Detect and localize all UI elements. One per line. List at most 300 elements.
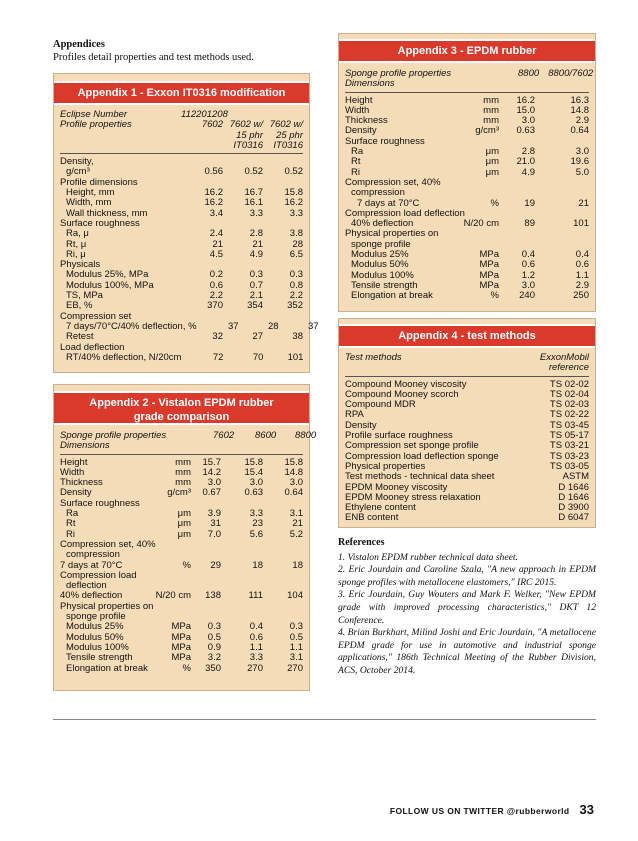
row-label: g/cm³ <box>66 166 90 178</box>
table-row <box>345 157 589 167</box>
row-label: 40% deflection <box>351 218 414 230</box>
row-value: 21 <box>212 238 223 250</box>
appendix-2-table <box>60 430 317 674</box>
table-row <box>60 229 303 239</box>
row-value: 3.0 <box>521 115 535 127</box>
row-label: Compression set sponge profile <box>345 440 479 452</box>
row-label: Rt, μ <box>66 238 87 250</box>
row-value: 21.0 <box>516 156 535 168</box>
row-value: 0.5 <box>207 631 221 643</box>
row-value: 0.4 <box>249 621 263 633</box>
row-value: 4.9 <box>521 166 535 178</box>
row-value: D 6047 <box>558 512 589 524</box>
row-label: Modulus 100%, MPa <box>66 279 154 291</box>
row-value: % <box>490 290 499 302</box>
row-value: 15.7 <box>202 456 221 468</box>
row-label: Ra, μ <box>66 228 89 240</box>
row-label: Profile properties <box>60 119 132 131</box>
row-value: TS 02-22 <box>549 409 589 421</box>
row-label: Modulus 25%, MPa <box>66 269 149 281</box>
row-value <box>499 79 535 89</box>
row-value: 111 <box>248 590 263 602</box>
row-value: 2.2 <box>289 290 303 302</box>
row-value: 15 phr <box>236 129 263 141</box>
row-value: 0.67 <box>202 487 221 499</box>
table-row <box>60 157 303 167</box>
row-value: 0.8 <box>289 279 303 291</box>
row-value: 0.52 <box>244 166 263 178</box>
row-label: Elongation at break <box>351 290 433 302</box>
row-value: 2.4 <box>209 228 223 240</box>
row-value: 4.5 <box>209 248 223 260</box>
row-value: 7.0 <box>207 528 221 540</box>
row-value: 270 <box>287 662 303 674</box>
table-row <box>60 131 303 141</box>
row-value: 0.6 <box>209 279 223 291</box>
row-value: 8800 <box>518 68 540 79</box>
row-value: 16.2 <box>516 94 535 106</box>
row-value <box>153 441 191 451</box>
row-value: 72 <box>212 351 224 363</box>
row-label: Wall thickness, mm <box>66 207 148 219</box>
row-value: 1.1 <box>575 269 589 281</box>
row-label: Elongation at break <box>66 662 148 674</box>
row-label: Physical properties on <box>345 228 439 240</box>
row-value: 1.2 <box>521 269 535 281</box>
row-value: 15.8 <box>284 187 303 199</box>
row-value: 3.0 <box>249 477 263 489</box>
row-value: 28 <box>292 238 303 250</box>
row-value: 21 <box>252 238 263 250</box>
page-subtitle: Profiles detail properties and test methods used. <box>53 52 254 63</box>
row-value <box>191 571 221 581</box>
row-label: Height, mm <box>66 187 115 199</box>
row-value: 101 <box>287 351 304 363</box>
row-value: 3.1 <box>289 508 303 520</box>
row-value: 14.2 <box>202 466 221 478</box>
row-value <box>499 229 535 239</box>
row-value <box>447 178 499 188</box>
row-label: Ri, μ <box>66 248 86 260</box>
row-value: 0.4 <box>521 249 535 261</box>
appendix-1-table <box>60 109 319 363</box>
row-value: 0.2 <box>209 269 223 281</box>
row-label: deflection <box>66 580 107 592</box>
row-value: MPa <box>479 249 499 261</box>
row-label: EPDM Mooney viscosity <box>345 481 448 493</box>
row-value: 3.1 <box>289 652 303 664</box>
table-row <box>60 353 303 363</box>
row-value: 0.63 <box>516 125 535 137</box>
row-value: 3.0 <box>289 477 303 489</box>
row-value <box>221 441 263 451</box>
row-label: 40% deflection <box>60 590 123 602</box>
row-value <box>447 79 499 89</box>
row-label: Ri <box>351 166 360 178</box>
table-row <box>345 116 589 126</box>
references-heading: References <box>338 537 385 548</box>
reference-item: 4. Brian Burkhart, Milind Joshi and Eric Jourdain, "A metallocene EPDM grade for use in automotive and industrial sponge applications," 186th Technical Meeting of the Rubber Division, ACS, October 2014. <box>338 627 596 676</box>
row-value: μm <box>485 146 499 158</box>
row-value: 0.9 <box>207 641 221 653</box>
row-value: TS 03-23 <box>549 450 589 462</box>
row-value: TS 02-03 <box>549 399 589 411</box>
row-value: 89 <box>524 218 535 230</box>
row-value: 70 <box>252 351 264 363</box>
row-label: sponge profile <box>351 238 411 250</box>
row-label: Modulus 25% <box>66 621 124 633</box>
row-value: 16.2 <box>204 197 223 209</box>
row-value: g/cm³ <box>167 487 191 499</box>
row-value: 18 <box>292 559 303 571</box>
row-value: TS 02-02 <box>549 378 589 390</box>
row-label: Modulus 100% <box>351 269 414 281</box>
table-row <box>60 120 303 130</box>
footer <box>390 802 594 817</box>
table-row <box>60 653 303 663</box>
row-value: 15.0 <box>516 104 535 116</box>
row-value: 3.3 <box>289 207 303 219</box>
row-value: 29 <box>210 559 221 571</box>
row-value <box>263 441 303 451</box>
row-value: 0.56 <box>204 166 223 178</box>
row-value <box>447 229 499 239</box>
row-value: 5.2 <box>289 528 303 540</box>
row-value: 15.4 <box>244 466 263 478</box>
row-label: Compound Mooney viscosity <box>345 378 467 390</box>
row-value: 16.1 <box>244 197 263 209</box>
row-value: MPa <box>479 259 499 271</box>
row-value: μm <box>177 518 191 530</box>
table-row <box>60 141 303 151</box>
row-label: Modulus 50% <box>351 259 409 271</box>
row-value: 16.2 <box>284 197 303 209</box>
appendix-4-table <box>345 353 589 524</box>
table-row <box>345 513 589 523</box>
row-value: mm <box>483 94 499 106</box>
row-label: Profile surface roughness <box>345 430 453 442</box>
row-label: Compression load <box>60 569 137 581</box>
intro <box>53 38 323 64</box>
table-row <box>345 147 589 157</box>
row-label: 7 days at 70°C <box>357 197 420 209</box>
table-row <box>60 441 303 451</box>
row-value: 0.3 <box>249 269 263 281</box>
page-number: 33 <box>579 802 594 817</box>
row-value: 7602 <box>213 430 235 441</box>
appendix-3-table <box>345 68 594 302</box>
row-value <box>153 571 191 581</box>
row-label: Modulus 50% <box>66 631 124 643</box>
row-label: Compound MDR <box>345 399 416 411</box>
row-value: 3.4 <box>209 207 223 219</box>
header-rule <box>345 376 589 377</box>
row-label: Height <box>60 456 88 468</box>
row-label: Surface roughness <box>60 217 140 229</box>
row-value: reference <box>548 362 589 374</box>
row-value <box>156 540 194 550</box>
row-value: 7602 w/ <box>269 119 303 131</box>
row-value: 23 <box>252 518 263 530</box>
row-label: sponge profile <box>66 611 126 623</box>
footer-twitter: FOLLOW US ON TWITTER @rubberworld <box>389 806 570 816</box>
row-value: 3.2 <box>207 652 221 664</box>
row-value: mm <box>175 466 191 478</box>
row-label: Density, <box>60 156 94 168</box>
row-value: 37 <box>307 320 319 332</box>
row-label: compression <box>351 187 405 199</box>
row-value: 7602 <box>201 119 223 131</box>
row-value: MPa <box>171 641 191 653</box>
table-row <box>60 664 303 674</box>
row-value: 2.8 <box>249 228 263 240</box>
row-label: EB, % <box>66 300 93 312</box>
row-label: ENB content <box>345 512 399 524</box>
row-value: μm <box>177 508 191 520</box>
row-label: RPA <box>345 409 364 421</box>
row-label: Width, mm <box>66 197 112 209</box>
row-value: 6.5 <box>289 248 303 260</box>
row-value: 27 <box>252 331 263 343</box>
row-value <box>221 602 263 612</box>
page-heading: Appendices <box>53 39 105 50</box>
row-value: 0.5 <box>289 631 303 643</box>
row-value: 354 <box>247 300 263 312</box>
row-label: Surface roughness <box>60 497 140 509</box>
header-rule <box>60 454 303 455</box>
reference-item: 1. Vistalon EPDM rubber technical data sheet. <box>338 551 518 563</box>
appendix-3-panel <box>338 33 596 312</box>
row-label: Compression set <box>60 310 132 322</box>
appendix-4-title: Appendix 4 - test methods <box>339 324 595 348</box>
row-value: 3.0 <box>575 146 589 158</box>
row-label: Ethylene content <box>345 502 416 514</box>
appendix-2-panel <box>53 384 317 691</box>
row-label: EPDM Mooney stress relaxation <box>345 491 481 503</box>
row-value: 28 <box>267 320 279 332</box>
appendix-3-title: Appendix 3 - EPDM rubber <box>339 39 595 63</box>
row-value: 2.8 <box>521 146 535 158</box>
appendix-2-title: Appendix 2 - Vistalon EPDM rubber grade comparison <box>54 391 309 425</box>
row-label: Modulus 25% <box>351 249 409 261</box>
row-value: ASTM <box>562 471 589 483</box>
row-value: 18 <box>252 559 263 571</box>
row-label: Test methods - technical data sheet <box>345 471 495 483</box>
row-value <box>191 602 221 612</box>
row-value: 21 <box>578 197 589 209</box>
row-label: Compression load deflection <box>345 207 465 219</box>
table-row <box>345 363 589 373</box>
row-value: 8800/7602 <box>548 68 594 79</box>
row-value: mm <box>483 115 499 127</box>
row-value: mm <box>175 477 191 489</box>
row-value: 16.3 <box>570 94 589 106</box>
row-value: 350 <box>205 662 221 674</box>
row-value: TS 03-05 <box>549 460 589 472</box>
row-value: 16.2 <box>204 187 223 199</box>
row-value: 25 phr <box>276 129 303 141</box>
row-label: Retest <box>66 331 94 343</box>
row-label: Density <box>345 125 377 137</box>
row-value: TS 05-17 <box>549 430 589 442</box>
row-label: TS, MPa <box>66 290 103 302</box>
row-label: Load deflection <box>60 341 125 353</box>
row-value: 0.3 <box>207 621 221 633</box>
row-value: 0.3 <box>289 269 303 281</box>
row-value: 352 <box>287 300 303 312</box>
row-value: 112201208 <box>181 109 228 120</box>
row-value: 19 <box>524 197 535 209</box>
table-row <box>345 291 589 301</box>
row-value: 1.1 <box>289 641 303 653</box>
row-label: RT/40% deflection, N/20cm <box>66 351 182 363</box>
table-row <box>60 320 319 332</box>
row-value: D 1646 <box>558 491 589 503</box>
row-label: Thickness <box>345 115 388 127</box>
row-value <box>263 602 303 612</box>
row-value <box>451 69 503 79</box>
table-row <box>60 240 303 250</box>
row-label: Physical properties <box>345 460 426 472</box>
row-value: 31 <box>210 518 221 530</box>
row-value: 14.8 <box>284 466 303 478</box>
row-value <box>266 540 306 550</box>
row-value: 0.4 <box>575 249 589 261</box>
row-label: Surface roughness <box>345 135 425 147</box>
row-value <box>221 571 263 581</box>
row-value: TS 03-45 <box>549 419 589 431</box>
row-value: mm <box>175 456 191 468</box>
row-value: 0.6 <box>521 259 535 271</box>
row-label: Tensile strength <box>351 279 418 291</box>
row-label: Dimensions <box>60 440 110 452</box>
row-value: MPa <box>479 279 499 291</box>
table-row <box>345 137 589 147</box>
row-label: Profile dimensions <box>60 176 138 188</box>
row-value: 2.2 <box>209 290 223 302</box>
row-label: Width <box>345 104 370 116</box>
row-label: Ra <box>66 508 79 520</box>
row-value: 3.0 <box>521 279 535 291</box>
row-value: 3.8 <box>289 228 303 240</box>
row-value: TS 03-21 <box>549 440 589 452</box>
row-value <box>263 571 303 581</box>
table-row <box>345 96 589 106</box>
row-value: 0.3 <box>289 621 303 633</box>
row-value: 5.0 <box>575 166 589 178</box>
row-value: 14.8 <box>570 104 589 116</box>
row-value: 0.6 <box>575 259 589 271</box>
row-value: 2.1 <box>249 290 263 302</box>
row-value: 5.6 <box>249 528 263 540</box>
row-value: 2.9 <box>575 115 589 127</box>
row-label: Rt <box>351 156 361 168</box>
row-value <box>535 178 589 188</box>
row-value: μm <box>485 156 499 168</box>
row-label: Ra <box>351 146 364 158</box>
row-value: 15.8 <box>284 456 303 468</box>
row-value: 0.52 <box>284 166 303 178</box>
appendix-4-panel <box>338 318 596 528</box>
row-value: 3.3 <box>249 652 263 664</box>
row-label: Tensile strength <box>66 652 133 664</box>
row-label: Rt <box>66 518 76 530</box>
row-value: 37 <box>227 320 239 332</box>
row-value: 16.7 <box>244 187 263 199</box>
row-value: 250 <box>573 290 589 302</box>
row-label: Compression set, 40% <box>345 176 441 188</box>
row-value: μm <box>177 528 191 540</box>
reference-item: 3. Eric Jourdain, Guy Wouters and Mark F. Welker, "New EPDM grade with improved processing characteristics," DKT 12 Conference. <box>338 589 596 626</box>
row-value: % <box>490 197 499 209</box>
row-value: 8800 <box>295 430 317 441</box>
row-value: 38 <box>292 331 303 343</box>
row-label: Eclipse Number <box>60 109 128 120</box>
row-value: TS 02-04 <box>549 388 589 400</box>
row-label: Modulus 100% <box>66 641 129 653</box>
appendix-1-panel <box>53 73 319 373</box>
row-value: 240 <box>519 290 535 302</box>
row-label <box>60 141 181 151</box>
row-value: D 3900 <box>558 502 589 514</box>
row-value: 21 <box>292 518 303 530</box>
row-value: 19.6 <box>570 156 589 168</box>
row-value: 370 <box>207 300 223 312</box>
row-value: 7602 w/ <box>229 119 263 131</box>
row-value <box>194 540 224 550</box>
row-value: 3.3 <box>249 508 263 520</box>
row-value: 3.9 <box>207 508 221 520</box>
row-label: Thickness <box>60 477 103 489</box>
row-value <box>181 141 223 151</box>
row-value: 32 <box>212 331 223 343</box>
row-label: Sponge profile properties <box>60 430 167 441</box>
row-value: 2.9 <box>575 279 589 291</box>
row-value: 138 <box>205 590 221 602</box>
row-value: 3.0 <box>207 477 221 489</box>
table-row <box>60 332 303 342</box>
row-label <box>345 363 509 373</box>
divider <box>53 719 596 720</box>
row-value: 0.63 <box>244 487 263 499</box>
row-value <box>191 441 221 451</box>
row-value <box>166 431 204 441</box>
row-label: Physicals <box>60 259 101 271</box>
row-label: Compression set, 40% <box>60 538 156 550</box>
row-label: Ri <box>66 528 75 540</box>
row-label <box>60 131 181 141</box>
row-value: % <box>182 662 191 674</box>
appendix-1-title: Appendix 1 - Exxon IT0316 modification <box>54 81 309 105</box>
row-value <box>181 131 223 141</box>
row-value: 1.1 <box>249 641 263 653</box>
row-value: 3.3 <box>249 207 263 219</box>
row-value: MPa <box>171 631 191 643</box>
row-value: N/20 cm <box>463 218 499 230</box>
row-value: N/20 cm <box>155 590 191 602</box>
row-label: 7 days/70°C/40% deflection, % <box>66 320 197 332</box>
row-value: 8600 <box>255 430 277 441</box>
row-label: Sponge profile properties <box>345 68 452 79</box>
row-value <box>499 178 535 188</box>
table-row <box>60 291 303 301</box>
row-label: Density <box>345 419 377 431</box>
row-label: Compound Mooney scorch <box>345 388 459 400</box>
row-value: 15.8 <box>244 456 263 468</box>
row-value: μm <box>485 166 499 178</box>
row-value <box>535 79 589 89</box>
row-label: compression <box>66 549 120 561</box>
